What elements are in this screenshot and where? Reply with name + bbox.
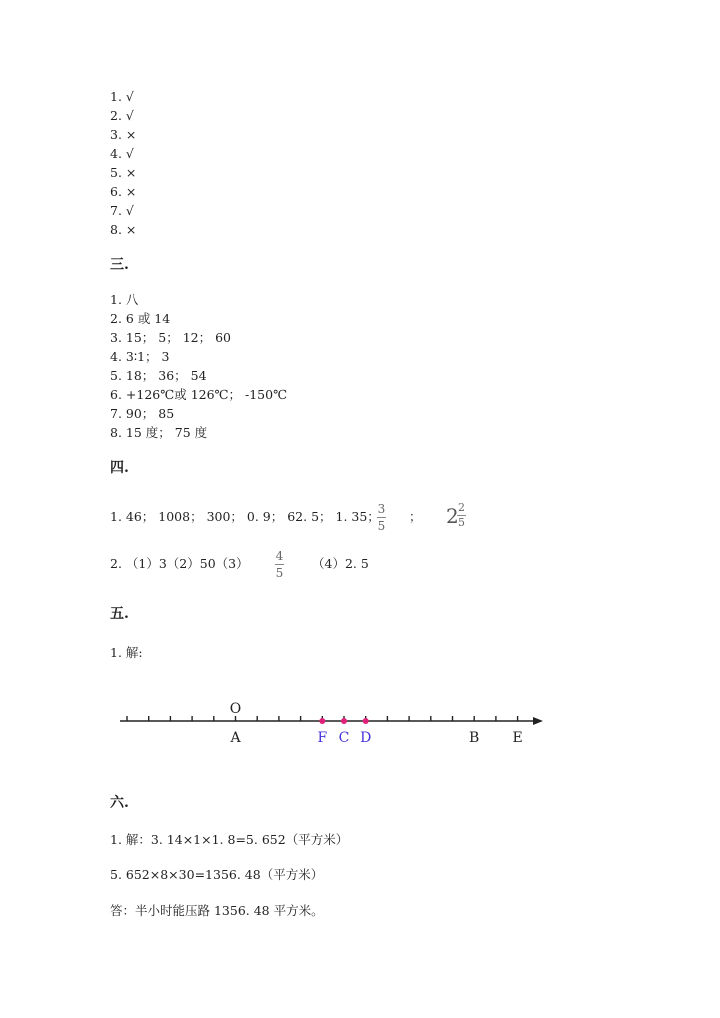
- fraction-4-5: [275, 549, 284, 580]
- separator: ；: [409, 509, 422, 524]
- denominator: 5: [458, 516, 465, 529]
- s3-answer-1: 1. 八: [110, 292, 139, 307]
- s4-answer-2a: 2. （1）3（2）50（3）: [110, 556, 249, 571]
- judge-answer-7: 7. √: [110, 203, 134, 218]
- judge-answer-6: 6. ×: [110, 184, 137, 199]
- s3-answer-2: 2. 6 或 14: [110, 311, 171, 326]
- label-c: C: [338, 730, 350, 746]
- numerator: 2: [458, 501, 465, 514]
- s3-answer-5: 5. 18； 36； 54: [110, 368, 207, 383]
- judge-answer-1: 1. √: [110, 89, 134, 104]
- section-5-heading: 五.: [110, 606, 129, 622]
- s4-answer-1: 1. 46； 1008； 300； 0. 9； 62. 5； 1. 35；: [110, 509, 380, 524]
- label-e: E: [512, 730, 523, 746]
- label-o: O: [229, 701, 242, 717]
- judge-answer-5: 5. ×: [110, 165, 137, 180]
- denominator: 5: [377, 519, 386, 533]
- point-f: [319, 718, 325, 724]
- s3-answer-3: 3. 15； 5； 12； 60: [110, 330, 231, 345]
- point-c: [341, 718, 347, 724]
- s6-line-2: 5. 652×8×30=1356. 48（平方米）: [110, 867, 324, 882]
- s3-answer-7: 7. 90； 85: [110, 406, 175, 421]
- s3-answer-6: 6. +126℃或 126℃； -150℃: [110, 387, 288, 402]
- point-d: [363, 718, 369, 724]
- judge-answer-8: 8. ×: [110, 222, 137, 237]
- section-3-heading: 三.: [110, 257, 129, 273]
- s6-line-3: 答：半小时能压路 1356. 48 平方米。: [110, 903, 324, 918]
- s4-answer-2b: （4）2. 5: [312, 556, 369, 571]
- numerator: 4: [275, 549, 284, 563]
- fraction-3-5: [377, 502, 386, 533]
- s5-answer-1: 1. 解:: [110, 645, 143, 660]
- label-a: A: [230, 730, 241, 746]
- judge-answer-2: 2. √: [110, 108, 134, 123]
- section-4-heading: 四.: [110, 460, 129, 476]
- numerator: 3: [377, 502, 386, 516]
- s6-line-1: 1. 解：3. 14×1×1. 8=5. 652（平方米）: [110, 832, 349, 847]
- denominator: 5: [275, 566, 284, 580]
- number-line: [0, 690, 720, 750]
- label-d: D: [360, 730, 372, 746]
- section-6-heading: 六.: [110, 795, 129, 811]
- label-b: B: [469, 730, 480, 746]
- judge-answer-3: 3. ×: [110, 127, 137, 142]
- judge-answer-4: 4. √: [110, 146, 134, 161]
- s3-answer-4: 4. 3∶1； 3: [110, 349, 170, 364]
- whole: 2: [446, 504, 459, 528]
- mixed-fraction: [457, 502, 466, 529]
- arrow-head: [533, 717, 543, 725]
- s3-answer-8: 8. 15 度； 75 度: [110, 425, 208, 440]
- label-f: F: [317, 730, 328, 746]
